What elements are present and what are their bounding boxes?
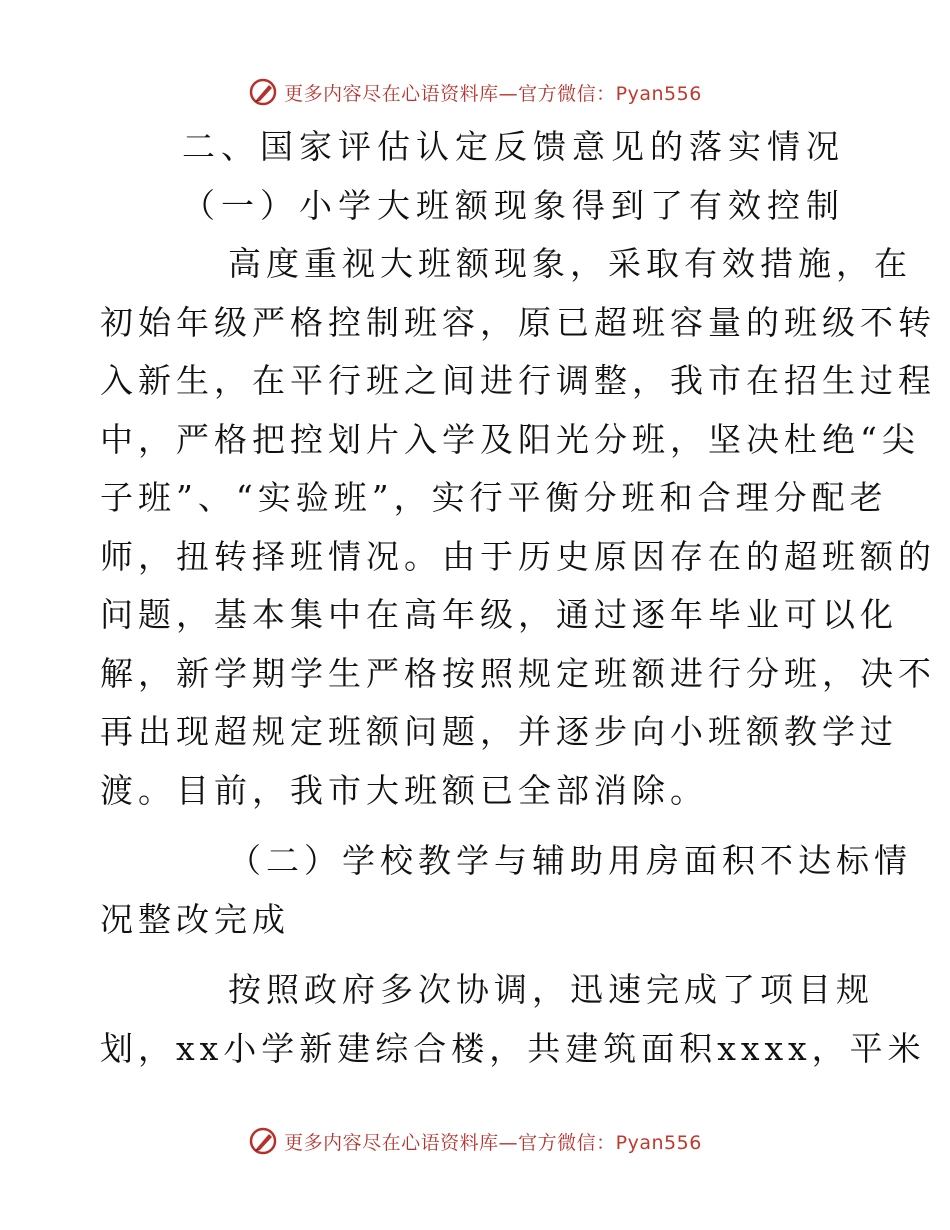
subsection-1-title: （一）小学大班额现象得到了有效控制: [182, 185, 845, 225]
paragraph-line: 初始年级严格控制班容，原已超班容量的班级不转: [100, 302, 936, 342]
paragraph-line: 划，xx小学新建综合楼，共建筑面积xxxx，平米: [100, 1028, 926, 1068]
paragraph-line: 再出现超规定班额问题，并逐步向小班额教学过: [100, 712, 898, 751]
paragraph-line: 中，严格把控划片入学及阳光分班，坚决杜绝“尖: [100, 419, 920, 459]
header-banner: [0, 72, 950, 112]
paragraph-line: 入新生，在平行班之间进行调整，我市在招生过程: [100, 361, 936, 400]
footer-banner: [0, 1121, 950, 1161]
pen-logo-icon: [248, 77, 278, 107]
paragraph-line: 高度重视大班额现象，采取有效措施，在: [228, 244, 912, 283]
banner-text: 更多内容尽在心语资料库—官方微信：Pyan556: [284, 1131, 702, 1154]
paragraph-line: 师，扭转择班情况。由于历史原因存在的超班额的: [100, 536, 936, 576]
document-body: [100, 118, 936, 1078]
paragraph-line: 问题，基本集中在高年级，通过逐年毕业可以化: [100, 595, 898, 634]
subsection-2-title-cont: 况整改完成: [100, 899, 290, 939]
section-title: 二、国家评估认定反馈意见的落实情况: [182, 127, 845, 166]
subsection-2-title: （二）学校教学与辅助用房面积不达标情: [228, 841, 912, 880]
paragraph-line: 子班”、“实验班”，实行平衡分班和合理分配老: [100, 478, 888, 517]
paragraph-line: 解，新学期学生严格按照规定班额进行分班，决不: [100, 653, 936, 693]
paragraph-line: 渡。目前，我市大班额已全部消除。: [100, 770, 708, 810]
paragraph-line: 按照政府多次协调，迅速完成了项目规: [228, 970, 874, 1009]
banner-text: 更多内容尽在心语资料库—官方微信：Pyan556: [284, 82, 702, 105]
pen-logo-icon: [248, 1126, 278, 1156]
